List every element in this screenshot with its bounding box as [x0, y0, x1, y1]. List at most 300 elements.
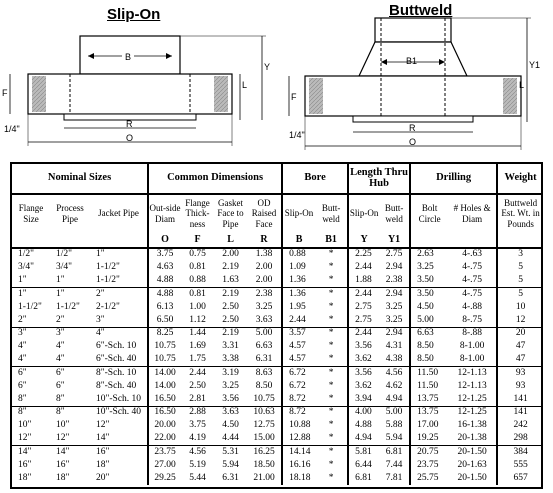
- table-cell: 555: [497, 459, 543, 472]
- table-cell: 10"-Sch. 40: [90, 406, 148, 419]
- table-cell: 5: [497, 261, 543, 274]
- table-cell: 13.75: [410, 393, 448, 406]
- table-cell: 1.00: [189, 301, 206, 312]
- table-cell: 12-1.25: [457, 393, 487, 404]
- subheader: Slip-On: [348, 194, 379, 232]
- table-cell: 3.25: [385, 301, 403, 312]
- table-cell: 384: [497, 446, 543, 459]
- table-cell: 3/4": [56, 262, 73, 273]
- table-cell: 4": [56, 341, 65, 352]
- table-row: [12, 446, 543, 459]
- table-cell: 1": [50, 288, 90, 301]
- table-cell: 2.63: [410, 248, 448, 261]
- table-cell: *: [328, 420, 334, 431]
- table-cell: 10.63: [247, 406, 282, 419]
- table-cell: 4.63: [148, 261, 181, 274]
- table-cell: 25.75: [410, 472, 448, 485]
- table-cell: 6.72: [282, 380, 315, 393]
- table-cell: 18.18: [282, 472, 315, 485]
- table-cell: 5.31: [214, 446, 247, 459]
- table-cell: 3": [12, 327, 50, 340]
- table-cell: 20-1.50: [457, 473, 487, 484]
- table-cell: 5.94: [385, 433, 403, 444]
- table-cell: 2.44: [282, 314, 315, 327]
- table-cell: 0.75: [189, 249, 206, 260]
- table-cell: 4.57: [282, 354, 315, 367]
- table-cell: 6.44: [348, 459, 379, 472]
- table-cell: 4.62: [385, 380, 403, 391]
- subheader: OD Raised Face: [251, 197, 277, 229]
- table-cell: 2": [56, 314, 65, 325]
- table-cell: 2.50: [222, 314, 239, 325]
- buttweld-o-label: O: [409, 137, 417, 147]
- table-row: [12, 340, 543, 353]
- table-cell: 0.88: [189, 274, 206, 285]
- table-cell: 4.88: [148, 274, 181, 287]
- table-row: [12, 419, 543, 432]
- dimension-letter: O: [148, 232, 181, 248]
- table-cell: 2.44: [348, 288, 379, 301]
- table-cell: 10.75: [148, 354, 181, 367]
- table-cell: 4.38: [385, 354, 403, 365]
- group-bore: Bore: [282, 164, 348, 194]
- table-cell: 93: [497, 380, 543, 393]
- table-cell: 8.25: [148, 327, 181, 340]
- table-cell: 4.56: [379, 367, 410, 380]
- table-cell: 8": [50, 406, 90, 419]
- buttweld-diagram: [283, 0, 553, 156]
- table-cell: 12": [18, 433, 32, 444]
- table-cell: 10": [56, 420, 70, 431]
- table-cell: 1-1/2": [18, 301, 42, 312]
- table-cell: 2": [90, 288, 148, 301]
- table-cell: 7.81: [385, 473, 403, 484]
- table-cell: *: [328, 262, 334, 273]
- table-cell: 1.44: [181, 327, 214, 340]
- dimension-letter: [50, 232, 90, 248]
- subheader: Butt-weld: [384, 203, 404, 224]
- buttweld-b1-label: B1: [406, 56, 418, 66]
- table-cell: *: [328, 433, 334, 444]
- table-cell: 3.62: [348, 354, 379, 367]
- table-cell: 5.00: [247, 327, 282, 340]
- table-cell: 13.75: [410, 406, 448, 419]
- table-cell: 8": [18, 393, 27, 404]
- subheader: Out-side Diam: [148, 194, 181, 232]
- table-row: [12, 472, 543, 485]
- table-row: [12, 261, 543, 274]
- table-cell: 2.25: [348, 248, 379, 261]
- slip-on-diagram: [0, 0, 280, 156]
- table-cell: 4.50: [410, 301, 448, 314]
- table-cell: 1/2": [18, 249, 35, 260]
- table-cell: 4.57: [282, 340, 315, 353]
- table-cell: 0.81: [189, 262, 206, 273]
- table-cell: 3": [96, 314, 105, 325]
- table-row: [12, 314, 543, 327]
- table-cell: 8-1.00: [459, 354, 485, 365]
- table-cell: 2.94: [379, 327, 410, 340]
- table-cell: 1.36: [282, 274, 315, 287]
- dimension-letter: [497, 232, 543, 248]
- table-cell: 8.50: [410, 340, 448, 353]
- buttweld-r-label: R: [409, 123, 416, 133]
- group-length-thru-hub: Length Thru Hub: [348, 164, 410, 194]
- table-cell: *: [328, 274, 334, 285]
- table-cell: 242: [497, 419, 543, 432]
- table-cell: 18": [18, 473, 32, 484]
- table-cell: 4-.75: [462, 274, 482, 285]
- table-cell: *: [315, 327, 348, 340]
- slip-on-title: Slip-On: [107, 6, 161, 23]
- dimension-letter: B1: [315, 232, 348, 248]
- subheader: Bolt Circle: [410, 194, 448, 232]
- table-cell: 1": [96, 249, 105, 260]
- table-cell: 47: [497, 354, 543, 367]
- table-row: [12, 433, 543, 446]
- slip-on-quarter-label: 1/4": [4, 124, 20, 134]
- table-row: [12, 301, 543, 314]
- table-cell: 6.13: [148, 301, 181, 314]
- table-cell: 14": [50, 446, 90, 459]
- table-cell: 2.50: [189, 380, 206, 391]
- table-cell: 20: [497, 327, 543, 340]
- table-cell: *: [315, 446, 348, 459]
- table-cell: 12": [96, 420, 110, 431]
- table-cell: 8": [56, 393, 65, 404]
- table-cell: 12-1.25: [448, 406, 497, 419]
- dimensions-table: [10, 162, 543, 489]
- table-cell: 4.88: [348, 419, 379, 432]
- table-cell: 18": [96, 459, 110, 470]
- table-cell: 10"-Sch. 10: [96, 393, 142, 404]
- table-row: [12, 248, 543, 261]
- table-cell: 1.63: [222, 274, 239, 285]
- table-cell: 4.00: [348, 406, 379, 419]
- table-cell: 27.00: [148, 459, 181, 472]
- table-cell: 6.72: [282, 367, 315, 380]
- table-cell: 1.12: [189, 314, 206, 325]
- table-cell: 3/4": [18, 262, 35, 273]
- table-cell: 2.19: [214, 288, 247, 301]
- table-cell: 16": [56, 459, 70, 470]
- table-cell: 12": [56, 433, 70, 444]
- table-cell: 2.75: [348, 314, 379, 327]
- dimension-letter: Y: [348, 232, 379, 248]
- table-cell: 8"-Sch. 40: [96, 380, 137, 391]
- table-cell: 1": [12, 288, 50, 301]
- table-row: [12, 380, 543, 393]
- table-row: [12, 354, 543, 367]
- table-cell: 23.75: [148, 446, 181, 459]
- subheader: Flange Thick-ness: [185, 197, 210, 229]
- table-cell: 16-1.38: [457, 420, 487, 431]
- buttweld-drawing: [283, 0, 553, 156]
- table-cell: 20-1.63: [457, 459, 487, 470]
- table-cell: 3.57: [282, 327, 315, 340]
- slip-on-o-label: O: [126, 133, 134, 143]
- table-cell: 2.00: [222, 249, 239, 260]
- table-cell: 0.88: [282, 248, 315, 261]
- table-cell: 2.00: [255, 274, 273, 285]
- table-cell: *: [315, 367, 348, 380]
- table-cell: 16.25: [247, 446, 282, 459]
- table-cell: 2.19: [214, 327, 247, 340]
- table-cell: 2.44: [348, 327, 379, 340]
- buttweld-quarter-label: 1/4": [289, 130, 305, 140]
- dimension-letter: B: [282, 232, 315, 248]
- table-cell: 6.63: [255, 341, 273, 352]
- table-cell: 18": [56, 473, 70, 484]
- table-row: [12, 406, 543, 419]
- slip-on-y-label: Y: [264, 62, 271, 72]
- group-common-dimensions: Common Dimensions: [148, 164, 282, 194]
- table-cell: 22.00: [148, 433, 181, 446]
- subheader: Butt-weld: [321, 203, 341, 224]
- table-cell: 4-.63: [462, 249, 482, 260]
- buttweld-title: Buttweld: [389, 2, 453, 19]
- table-cell: 5: [497, 274, 543, 287]
- table-cell: 18.50: [253, 459, 275, 470]
- table-cell: 20.00: [148, 419, 181, 432]
- table-cell: 14.00: [148, 367, 181, 380]
- table-cell: 298: [497, 433, 543, 446]
- table-cell: 1.95: [282, 301, 315, 314]
- table-cell: 3.62: [348, 380, 379, 393]
- table-row: [12, 288, 543, 301]
- table-cell: *: [315, 406, 348, 419]
- table-cell: 6.81: [379, 446, 410, 459]
- table-cell: *: [328, 393, 334, 404]
- table-cell: 141: [497, 393, 543, 406]
- buttweld-l-label: L: [519, 80, 525, 90]
- table-cell: 4": [18, 341, 27, 352]
- table-cell: 4.31: [385, 341, 403, 352]
- table-cell: 657: [497, 472, 543, 485]
- dimension-letter: L: [214, 232, 247, 248]
- table-cell: 7.44: [385, 459, 403, 470]
- table-cell: 11.50: [410, 380, 448, 393]
- table-cell: 4-.75: [462, 262, 482, 273]
- table-cell: 8-1.00: [459, 341, 485, 352]
- table-cell: 16.50: [148, 406, 181, 419]
- table-cell: 93: [497, 367, 543, 380]
- table-cell: 8": [12, 406, 50, 419]
- table-cell: 1.38: [255, 249, 273, 260]
- table-cell: 2-1/2": [96, 301, 120, 312]
- table-cell: 6.81: [348, 472, 379, 485]
- table-cell: 0.81: [181, 288, 214, 301]
- table-row: [12, 393, 543, 406]
- table-cell: 3.56: [222, 393, 239, 404]
- table-cell: 19.25: [410, 433, 448, 446]
- table-cell: 1-1/2": [96, 274, 120, 285]
- table-cell: 3.25: [385, 314, 403, 325]
- table-cell: 12.88: [282, 433, 315, 446]
- table-cell: 3.56: [348, 340, 379, 353]
- table-cell: 16.16: [282, 459, 315, 472]
- table-cell: 1.36: [282, 288, 315, 301]
- table-row: [12, 459, 543, 472]
- table-cell: 3.38: [222, 354, 239, 365]
- slip-on-l-label: L: [242, 80, 248, 90]
- table-cell: 2.75: [348, 301, 379, 314]
- table-cell: 2.44: [348, 261, 379, 274]
- table-cell: 10.75: [253, 393, 275, 404]
- subheader: Flange Size: [18, 203, 44, 224]
- table-cell: 5.00: [379, 406, 410, 419]
- table-cell: 5.00: [410, 314, 448, 327]
- table-cell: 3.25: [410, 261, 448, 274]
- group-nominal-sizes: Nominal Sizes: [12, 164, 148, 194]
- table-cell: 10": [18, 420, 32, 431]
- table-cell: 8.50: [255, 380, 273, 391]
- table-cell: 4.94: [385, 393, 403, 404]
- buttweld-f-label: F: [291, 92, 297, 102]
- buttweld-y1-label: Y1: [529, 60, 541, 70]
- table-cell: 6": [56, 380, 65, 391]
- table-cell: 3.63: [255, 314, 273, 325]
- table-cell: 14": [96, 433, 110, 444]
- table-cell: 47: [497, 340, 543, 353]
- slip-on-drawing: [0, 0, 280, 156]
- table-cell: 6.31: [222, 473, 239, 484]
- table-cell: *: [328, 301, 334, 312]
- table-cell: *: [328, 380, 334, 391]
- table-row: [12, 367, 543, 380]
- subheader: Process Pipe: [56, 203, 84, 224]
- table-cell: 3.25: [255, 301, 273, 312]
- table-cell: 8.63: [247, 367, 282, 380]
- table-cell: 2.19: [222, 262, 239, 273]
- table-cell: 1": [56, 274, 65, 285]
- table-cell: 8.72: [282, 406, 315, 419]
- dimension-letter: R: [247, 232, 282, 248]
- table-cell: 2": [18, 314, 27, 325]
- table-cell: 12.75: [253, 420, 275, 431]
- table-cell: *: [328, 314, 334, 325]
- table-cell: 1.88: [348, 274, 379, 287]
- table-cell: 4-.75: [448, 288, 497, 301]
- table-cell: 6.31: [255, 354, 273, 365]
- group-weight: Weight: [497, 164, 543, 194]
- table-cell: 5.88: [385, 420, 403, 431]
- subheader: Buttweld Est. Wt. in Pounds: [497, 194, 543, 232]
- table-cell: 1.75: [189, 354, 206, 365]
- subheader: Slip-On: [282, 194, 315, 232]
- table-cell: 23.75: [410, 459, 448, 472]
- subheader: Jacket Pipe: [98, 208, 139, 219]
- table-cell: 17.00: [410, 419, 448, 432]
- table-cell: 5.19: [189, 459, 206, 470]
- table-cell: 6"-Sch. 10: [96, 341, 137, 352]
- table-cell: 12-1.13: [457, 380, 487, 391]
- table-cell: 2.81: [189, 393, 206, 404]
- table-cell: 4": [56, 354, 65, 365]
- table-cell: 3.94: [348, 393, 379, 406]
- table-cell: *: [328, 459, 334, 470]
- table-cell: 20-1.38: [457, 433, 487, 444]
- dimension-letter: F: [181, 232, 214, 248]
- table-cell: 5: [497, 288, 543, 301]
- table-cell: *: [315, 288, 348, 301]
- table-cell: 16": [18, 459, 32, 470]
- dimension-letter: [90, 232, 148, 248]
- table-cell: 8"-Sch. 10: [90, 367, 148, 380]
- dimension-letter: Y1: [379, 232, 410, 248]
- table-cell: 3.31: [222, 341, 239, 352]
- table-cell: 11.50: [410, 367, 448, 380]
- table-cell: 1-1/2": [96, 262, 120, 273]
- table-cell: 3": [50, 327, 90, 340]
- table-cell: 2.94: [385, 262, 403, 273]
- table-cell: 4.56: [181, 446, 214, 459]
- table-cell: 5.81: [348, 446, 379, 459]
- table-cell: *: [328, 473, 334, 484]
- table-cell: 2.75: [385, 249, 403, 260]
- table-cell: 3.19: [214, 367, 247, 380]
- table-cell: 3.50: [410, 288, 448, 301]
- table-cell: 12: [497, 314, 543, 327]
- table-cell: 4.19: [189, 433, 206, 444]
- table-cell: 8.50: [410, 354, 448, 367]
- table-cell: 2.38: [247, 288, 282, 301]
- table-cell: 141: [497, 406, 543, 419]
- dimension-letter: [410, 232, 448, 248]
- table-cell: *: [328, 354, 334, 365]
- table-cell: 10.88: [282, 419, 315, 432]
- table-cell: 16.50: [148, 393, 181, 406]
- table-cell: 1/2": [56, 249, 73, 260]
- table-cell: 4-.88: [462, 301, 482, 312]
- subheader: # Holes & Diam: [453, 203, 491, 224]
- table-cell: 6.63: [410, 327, 448, 340]
- table-cell: 3.50: [410, 274, 448, 287]
- table-row: [12, 327, 543, 340]
- subheader: Gasket Face to Pipe: [217, 197, 244, 229]
- slip-on-r-label: R: [126, 119, 133, 129]
- table-cell: 6"-Sch. 40: [96, 354, 137, 365]
- table-cell: 6.50: [148, 314, 181, 327]
- table-cell: 1.09: [282, 261, 315, 274]
- table-cell: 4.94: [348, 433, 379, 446]
- table-cell: 3.75: [148, 248, 181, 261]
- table-cell: 20.75: [410, 446, 448, 459]
- table-cell: 10: [497, 301, 543, 314]
- group-drilling: Drilling: [410, 164, 497, 194]
- table-cell: 14.14: [282, 446, 315, 459]
- table-cell: 2.38: [385, 274, 403, 285]
- flange-table: [12, 164, 543, 485]
- table-cell: 4.44: [222, 433, 239, 444]
- table-cell: 3.56: [348, 367, 379, 380]
- dimension-letter: [448, 232, 497, 248]
- table-cell: 8.72: [282, 393, 315, 406]
- table-cell: 3.63: [214, 406, 247, 419]
- table-cell: 3.25: [222, 380, 239, 391]
- table-cell: 4": [18, 354, 27, 365]
- table-cell: 6": [18, 380, 27, 391]
- table-cell: 2.44: [181, 367, 214, 380]
- table-cell: 6": [50, 367, 90, 380]
- table-cell: 20-1.50: [448, 446, 497, 459]
- table-cell: 1-1/2": [56, 301, 80, 312]
- table-cell: 5.44: [189, 473, 206, 484]
- dimension-letter: [12, 232, 50, 248]
- table-cell: 12-1.13: [448, 367, 497, 380]
- table-cell: 6": [12, 367, 50, 380]
- table-cell: 14.00: [148, 380, 181, 393]
